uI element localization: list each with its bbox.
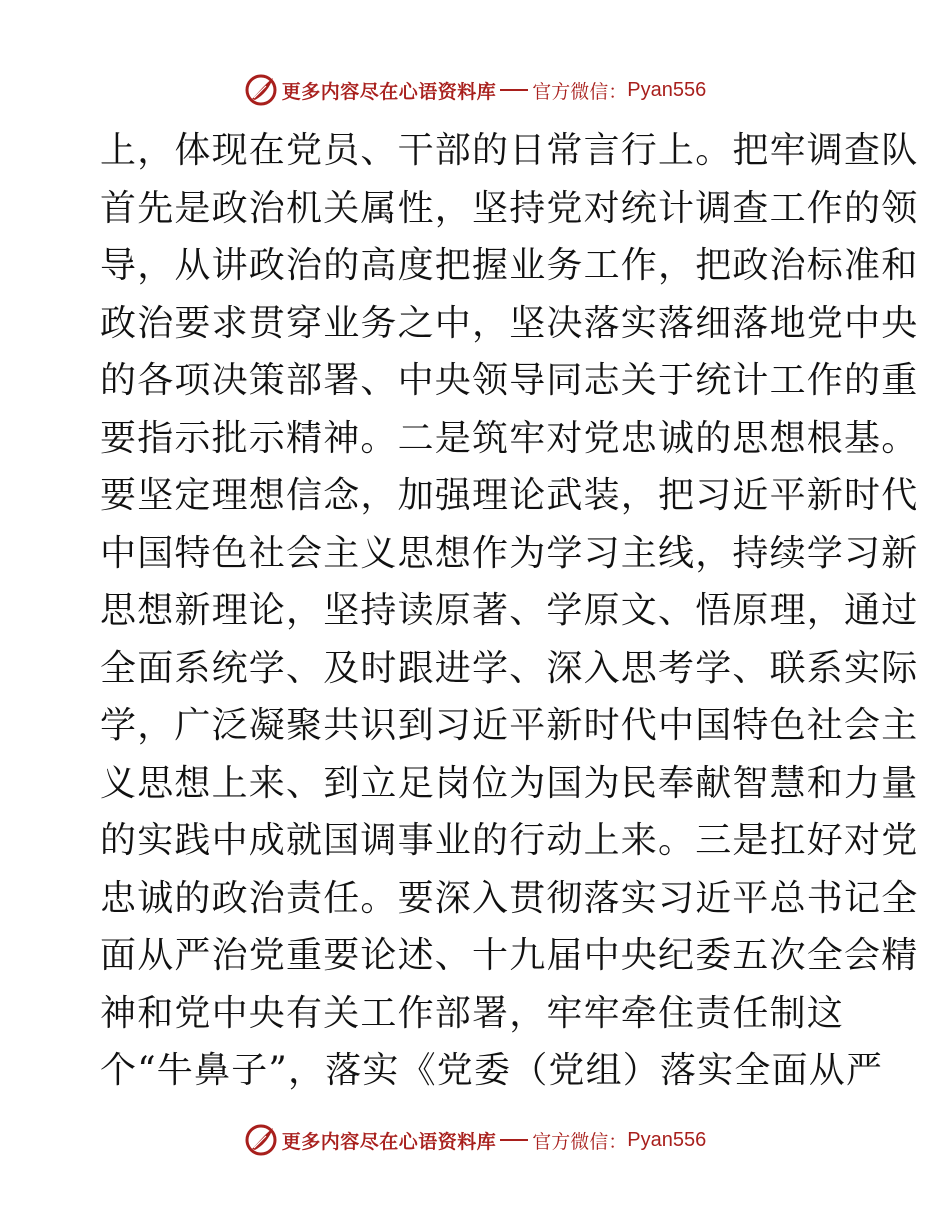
body-line: 上，体现在党员、干部的日常言行上。把牢调查队 bbox=[100, 130, 919, 171]
footer-main-text: 更多内容尽在心语资料库 bbox=[281, 1130, 497, 1153]
header-banner bbox=[0, 70, 950, 110]
header-main-text: 更多内容尽在心语资料库 bbox=[281, 80, 497, 103]
body-line: 神和党中央有关工作部署，牢牢牵住责任制这 bbox=[100, 992, 845, 1034]
feather-logo-icon bbox=[244, 1123, 278, 1157]
body-line: 要坚定理想信念，加强理论武装，把习近平新时代 bbox=[100, 475, 919, 516]
body-line: 全面系统学、及时跟进学、深入思考学、联系实际 bbox=[100, 647, 919, 689]
footer-banner bbox=[0, 1120, 950, 1160]
footer-separator bbox=[500, 1139, 528, 1141]
header-wechat-id: Pyan556 bbox=[627, 78, 707, 101]
footer-official-label: 官方微信： bbox=[532, 1130, 628, 1153]
body-line: 思想新理论，坚持读原著、学原文、悟原理，通过 bbox=[100, 590, 919, 631]
body-line: 要指示批示精神。二是筑牢对党忠诚的思想根基。 bbox=[100, 417, 919, 459]
body-line: 忠诚的政治责任。要深入贯彻落实习近平总书记全 bbox=[100, 877, 919, 919]
document-body bbox=[100, 122, 919, 1100]
body-line: 的各项决策部署、中央领导同志关于统计工作的重 bbox=[100, 360, 919, 401]
body-line: 中国特色社会主义思想作为学习主线，持续学习新 bbox=[100, 532, 919, 574]
body-line: 义思想上来、到立足岗位为国为民奉献智慧和力量 bbox=[100, 762, 919, 804]
feather-logo-icon bbox=[244, 73, 278, 107]
header-separator bbox=[500, 89, 528, 91]
body-line: 导，从讲政治的高度把握业务工作，把政治标准和 bbox=[100, 245, 919, 286]
body-line: 学，广泛凝聚共识到习近平新时代中国特色社会主 bbox=[100, 705, 919, 746]
body-line: 面从严治党重要论述、十九届中央纪委五次全会精 bbox=[100, 935, 919, 976]
footer-wechat-id: Pyan556 bbox=[627, 1128, 707, 1151]
body-line: 个“牛鼻子”，落实《党委（党组）落实全面从严 bbox=[100, 1050, 884, 1091]
body-line: 首先是政治机关属性，坚持党对统计调查工作的领 bbox=[100, 187, 919, 229]
header-official-label: 官方微信： bbox=[532, 80, 628, 103]
body-line: 的实践中成就国调事业的行动上来。三是扛好对党 bbox=[100, 820, 919, 861]
body-line: 政治要求贯穿业务之中，坚决落实落细落地党中央 bbox=[100, 302, 919, 344]
